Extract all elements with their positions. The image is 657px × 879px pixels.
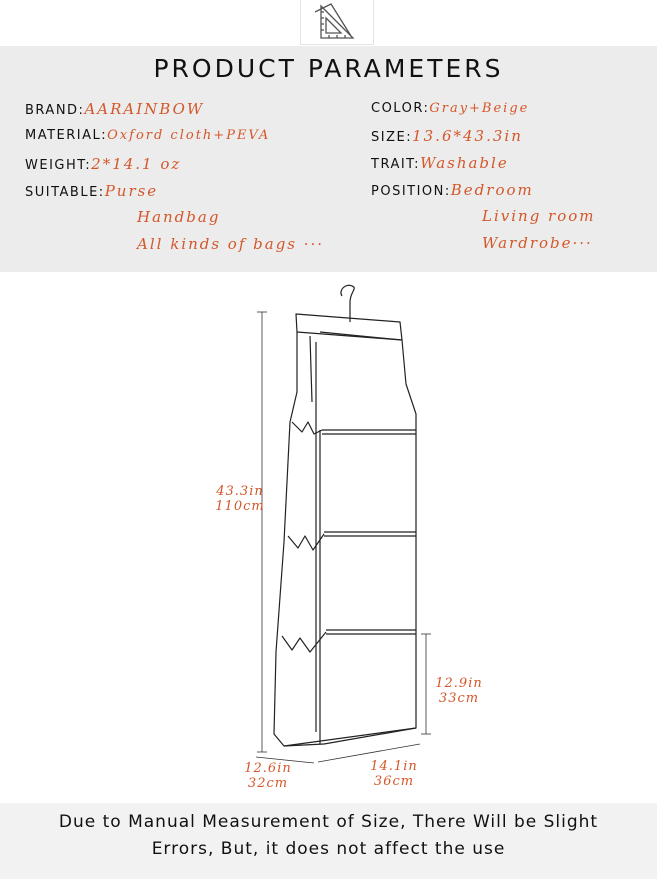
disclaimer-line-1: Due to Manual Measurement of Size, There Will be Slight <box>58 812 599 832</box>
suitable-label: SUITABLE: <box>25 185 105 200</box>
position-value-3: Wardrobe··· <box>482 234 593 252</box>
suitable-row <box>25 182 158 200</box>
ruler-triangle-icon <box>301 0 373 44</box>
pocket-height-dimension <box>422 676 496 706</box>
position-label: POSITION: <box>371 184 451 199</box>
suitable-value-1: Purse <box>104 182 159 200</box>
depth-cm: 32cm <box>247 776 289 791</box>
color-label: COLOR: <box>371 101 430 116</box>
depth-in: 12.6in <box>244 761 292 776</box>
size-row <box>371 127 523 145</box>
product-dimension-diagram <box>0 272 657 802</box>
color-row <box>371 101 529 116</box>
disclaimer-line-2: Errors, But, it does not affect the use <box>151 839 506 859</box>
trait-row <box>371 154 509 172</box>
weight-value: 2*14.1 oz <box>91 155 182 173</box>
suitable-value-3: All kinds of bags ··· <box>137 235 325 253</box>
disclaimer-text <box>0 809 657 863</box>
weight-row <box>25 155 181 173</box>
position-value-1: Bedroom <box>450 181 534 199</box>
trait-value: Washable <box>420 154 509 172</box>
size-value: 13.6*43.3in <box>412 127 523 145</box>
trait-label: TRAIT: <box>371 157 421 172</box>
height-in: 43.3in <box>216 484 264 499</box>
product-parameters-panel <box>0 46 657 272</box>
brand-value: AARAINBOW <box>84 100 205 118</box>
hanging-organizer-drawing <box>0 272 657 802</box>
page-title: PRODUCT PARAMETERS <box>153 54 504 83</box>
width-dimension <box>354 759 434 789</box>
suitable-value-2: Handbag <box>137 208 221 226</box>
height-dimension <box>200 484 280 514</box>
position-row <box>371 181 534 199</box>
material-row <box>25 128 270 143</box>
width-in: 14.1in <box>370 759 418 774</box>
brand-label: BRAND: <box>25 103 85 118</box>
size-label: SIZE: <box>371 130 413 145</box>
depth-dimension <box>228 761 308 791</box>
pocket-cm: 33cm <box>438 691 480 706</box>
material-value: Oxford cloth+PEVA <box>107 128 271 143</box>
width-cm: 36cm <box>373 774 415 789</box>
disclaimer-footer <box>0 803 657 879</box>
material-label: MATERIAL: <box>25 128 108 143</box>
color-value: Gray+Beige <box>429 101 530 116</box>
weight-label: WEIGHT: <box>25 158 92 173</box>
brand-logo <box>300 0 374 45</box>
brand-row <box>25 100 204 118</box>
pocket-in: 12.9in <box>435 676 483 691</box>
height-cm: 110cm <box>215 499 265 514</box>
position-value-2: Living room <box>482 207 596 225</box>
